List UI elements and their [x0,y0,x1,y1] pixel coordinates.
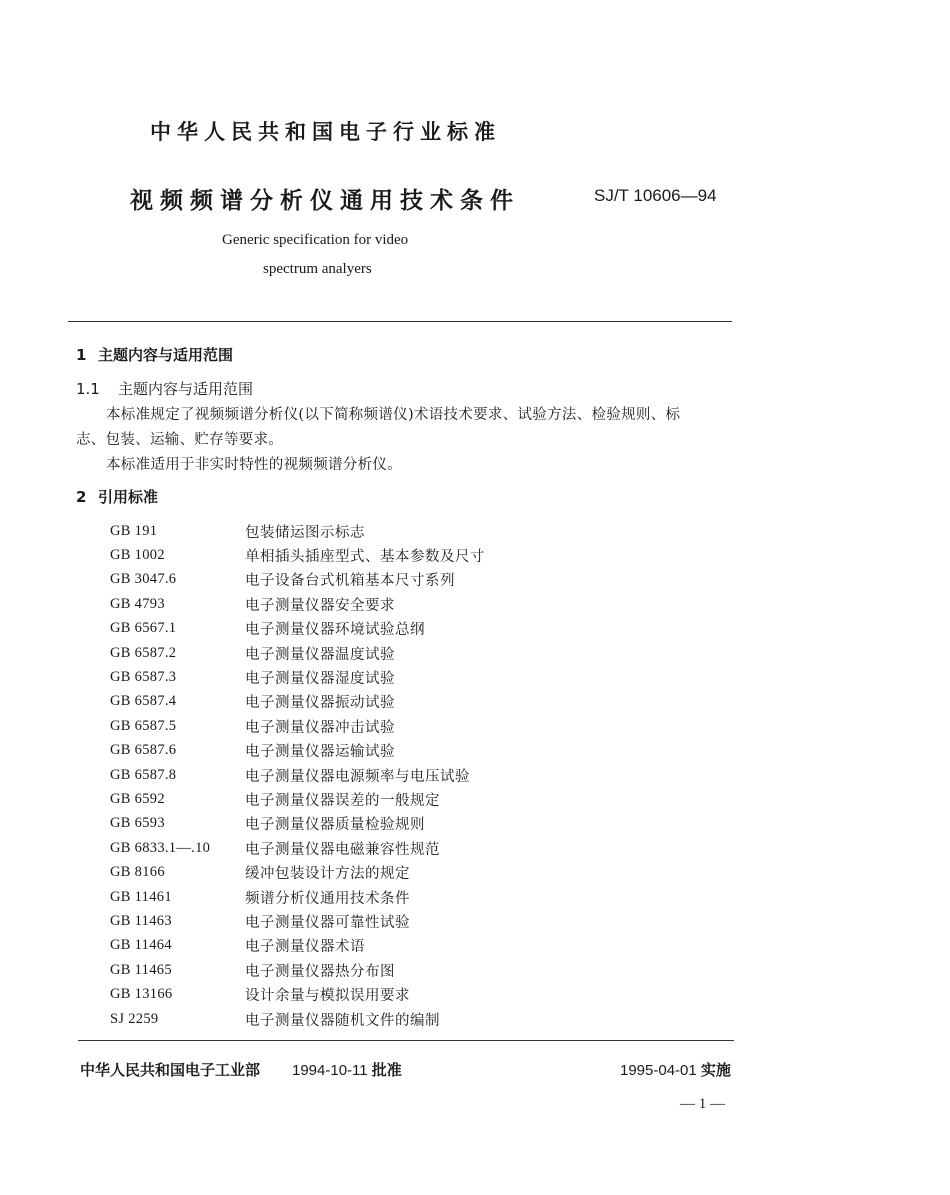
reference-title: 电子测量仪器环境试验总纲 [245,622,425,639]
document-title-en-line2: spectrum analyers [263,261,372,277]
reference-title: 电子测量仪器运输试验 [245,744,395,761]
paragraph-applicability: 本标准适用于非实时特性的视频频谱分析仪。 [106,457,402,473]
reference-item [110,885,485,909]
reference-code: GB 6587.6 [110,742,177,759]
reference-item [110,714,485,738]
standard-code: SJ/T 10606—94 [594,186,717,205]
subsection-1-1-heading [76,378,253,399]
approval-date: 1994-10-11 [292,1062,368,1079]
reference-code: GB 6587.5 [110,717,177,734]
reference-title: 电子测量仪器安全要求 [245,597,395,614]
reference-title: 电子测量仪器冲击试验 [245,719,395,736]
reference-code: GB 6587.8 [110,766,177,783]
reference-title: 电子测量仪器随机文件的编制 [245,1012,440,1029]
reference-item [110,982,485,1006]
reference-item [110,860,485,884]
implementation-date: 1995-04-01 [620,1062,697,1079]
subsection-title: 主题内容与适用范围 [118,380,254,398]
reference-item [110,665,485,689]
reference-code: GB 3047.6 [110,571,177,588]
approving-authority: 中华人民共和国电子工业部 [80,1061,261,1079]
section-number: 2 [76,488,87,506]
document-title-en-line1: Generic specification for video [222,232,409,248]
reference-item [110,763,485,787]
reference-code: GB 13166 [110,986,173,1003]
document-title-cn: 视频频谱分析仪通用技术条件 [130,188,520,214]
subsection-number: 1.1 [76,380,100,398]
reference-item [110,519,485,543]
reference-code: GB 6833.1—.10 [110,839,211,856]
paragraph-scope-line1: 本标准规定了视频频谱分析仪(以下简称频谱仪)术语技术要求、试验方法、检验规则、标 [106,407,681,423]
reference-title: 电子测量仪器可靠性试验 [245,914,410,931]
reference-title: 单相插头插座型式、基本参数及尺寸 [245,549,485,566]
paragraph-scope-line2: 志、包装、运输、贮存等要求。 [76,432,284,448]
reference-title: 包装储运图示标志 [245,524,365,541]
reference-title: 缓冲包装设计方法的规定 [245,866,410,883]
reference-item [110,1007,485,1031]
reference-item [110,690,485,714]
reference-item [110,812,485,836]
reference-item [110,568,485,592]
reference-code: GB 6587.4 [110,693,177,710]
section-1-heading [76,344,233,365]
section-2-heading [76,486,158,507]
reference-title: 电子测量仪器热分布图 [245,963,395,980]
reference-title: 电子测量仪器湿度试验 [245,671,395,688]
reference-item [110,836,485,860]
reference-code: GB 11463 [110,912,172,929]
reference-item [110,958,485,982]
reference-code: GB 8166 [110,864,165,881]
section-title: 主题内容与适用范围 [98,346,234,364]
standard-body-title: 中华人民共和国电子行业标准 [150,120,501,144]
section-number: 1 [76,346,87,364]
reference-title: 电子测量仪器电磁兼容性规范 [245,841,440,858]
reference-item [110,641,485,665]
top-divider [68,321,732,322]
reference-title: 电子测量仪器质量检验规则 [245,817,425,834]
reference-title: 电子测量仪器误差的一般规定 [245,792,440,809]
reference-code: GB 11465 [110,961,172,978]
reference-title: 电子测量仪器电源频率与电压试验 [245,768,470,785]
reference-title: 电子测量仪器振动试验 [245,695,395,712]
bottom-divider [78,1040,734,1041]
reference-code: GB 6587.3 [110,669,177,686]
approval-label: 批准 [371,1061,402,1079]
reference-title: 电子设备台式机箱基本尺寸系列 [245,573,455,590]
reference-item [110,739,485,763]
reference-item [110,543,485,567]
reference-code: GB 11464 [110,937,172,954]
reference-title: 频谱分析仪通用技术条件 [245,890,410,907]
reference-title: 电子测量仪器术语 [245,939,365,956]
reference-code: GB 11461 [110,888,172,905]
reference-item [110,934,485,958]
implementation-info [620,1059,731,1080]
reference-item [110,909,485,933]
reference-code: GB 6593 [110,815,165,832]
section-title: 引用标准 [98,488,159,506]
reference-code: GB 4793 [110,595,165,612]
reference-title: 设计余量与模拟误用要求 [245,988,410,1005]
reference-list [110,519,485,1031]
reference-item [110,787,485,811]
page-number: — 1 — [680,1096,725,1112]
reference-code: GB 6587.2 [110,644,177,661]
implementation-label: 实施 [700,1061,731,1079]
reference-code: GB 6592 [110,790,165,807]
approval-info [292,1059,402,1080]
reference-code: SJ 2259 [110,1010,159,1027]
reference-code: GB 191 [110,522,158,539]
reference-title: 电子测量仪器温度试验 [245,646,395,663]
reference-code: GB 6567.1 [110,620,177,637]
reference-item [110,617,485,641]
reference-item [110,592,485,616]
reference-code: GB 1002 [110,547,165,564]
